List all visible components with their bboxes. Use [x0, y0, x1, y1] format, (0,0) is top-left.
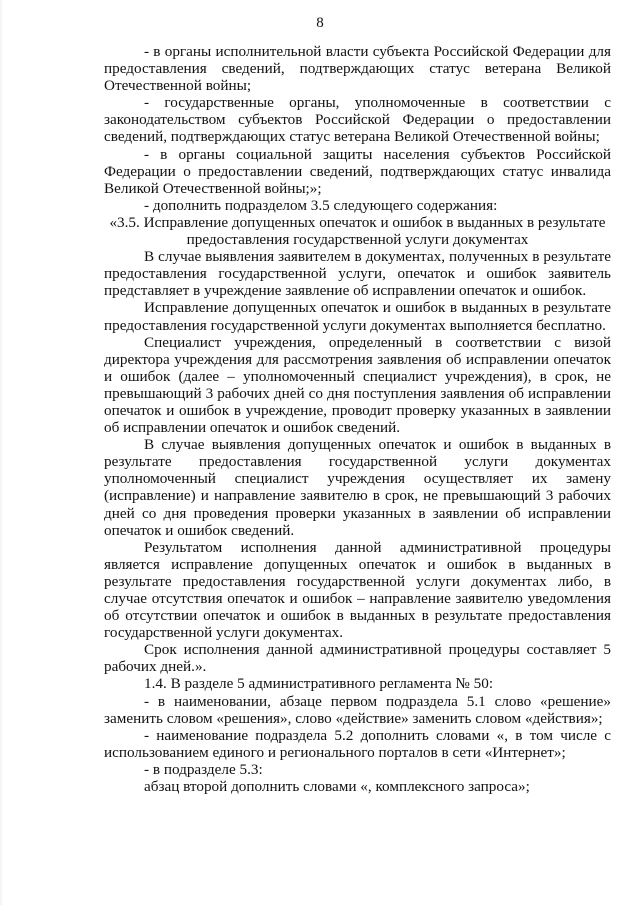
paragraph-14: - наименование подраздела 5.2 дополнить словами «, в том числе с использованием единого и регионального порталов в сети «Интернет»; [104, 726, 611, 761]
paragraph-15: - в подразделе 5.3: [144, 760, 263, 778]
scan-edge-shadow [0, 0, 3, 905]
paragraph-2: - государственные органы, уполномоченные в соответствии с законодательством субъектов Российской Федерации о предоставлении сведений, подтверждающих статус ветерана Великой Отечественной войны; [104, 94, 611, 146]
paragraph-16: абзац второй дополнить словами «, комплексного запроса»; [144, 778, 530, 796]
paragraph-10: Результатом исполнения данной административной процедуры является исправление допущенных опечаток и ошибок в выданных в результате предоставления государственной услуги документах либо, в случае отсутствия опечаток и ошибок – направление заявителю уведомления об отсутствии опечаток и ошибок в выданных в результате предоставления государственной услуги документах. [104, 538, 611, 642]
paragraph-11: Срок исполнения данной административной процедуры составляет 5 рабочих дней.». [104, 641, 611, 676]
section-heading-3-5: «3.5. Исправление допущенных опечаток и ошибок в выданных в результате предоставления государственной услуги документах [109, 213, 606, 249]
paragraph-4: - дополнить подразделом 3.5 следующего содержания: [144, 196, 498, 214]
page-number: 8 [316, 15, 324, 31]
paragraph-1: - в органы исполнительной власти субъекта Российской Федерации для предоставления сведений, подтверждающих статус ветерана Великой Отечественной войны; [104, 43, 611, 95]
paragraph-8: Специалист учреждения, определенный в соответствии с визой директора учреждения для рассмотрения заявления об исправлении опечаток и ошибок (далее – уполномоченный специалист учреждения), в срок, не превышающий 3 рабочих дней со дня поступления заявления об исправлении опечаток и ошибок в учреждение, проводит проверку указанных в заявлении об исправлении опечаток и ошибок сведений. [104, 333, 611, 437]
paragraph-3: - в органы социальной защиты населения субъектов Российской Федерации о предоставлении сведений, подтверждающих статус инвалида Великой Отечественной войны;»; [104, 145, 611, 197]
paragraph-12: 1.4. В разделе 5 административного регламента № 50: [144, 675, 494, 693]
paragraph-7: Исправление допущенных опечаток и ошибок в выданных в результате предоставления государственной услуги документах выполняется бесплатно. [104, 299, 611, 334]
document-body [104, 43, 611, 795]
paragraph-6: В случае выявления заявителем в документах, полученных в результате предоставления государственной услуги, опечаток и ошибок заявитель представляет в учреждение заявление об исправлении опечаток и ошибок. [104, 248, 611, 300]
paragraph-9: В случае выявления допущенных опечаток и ошибок в выданных в результате предоставления государственной услуги документах уполномоченный специалист учреждения осуществляет их замену (исправление) и направление заявителю в срок, не превышающий 3 рабочих дней со дня проведения проверки указанных в заявлении об исправлении опечаток и ошибок сведений. [104, 436, 611, 539]
paragraph-13: - в наименовании, абзаце первом подраздела 5.1 слово «решение» заменить словом «решения», слово «действие» заменить словом «действия»; [104, 692, 611, 727]
